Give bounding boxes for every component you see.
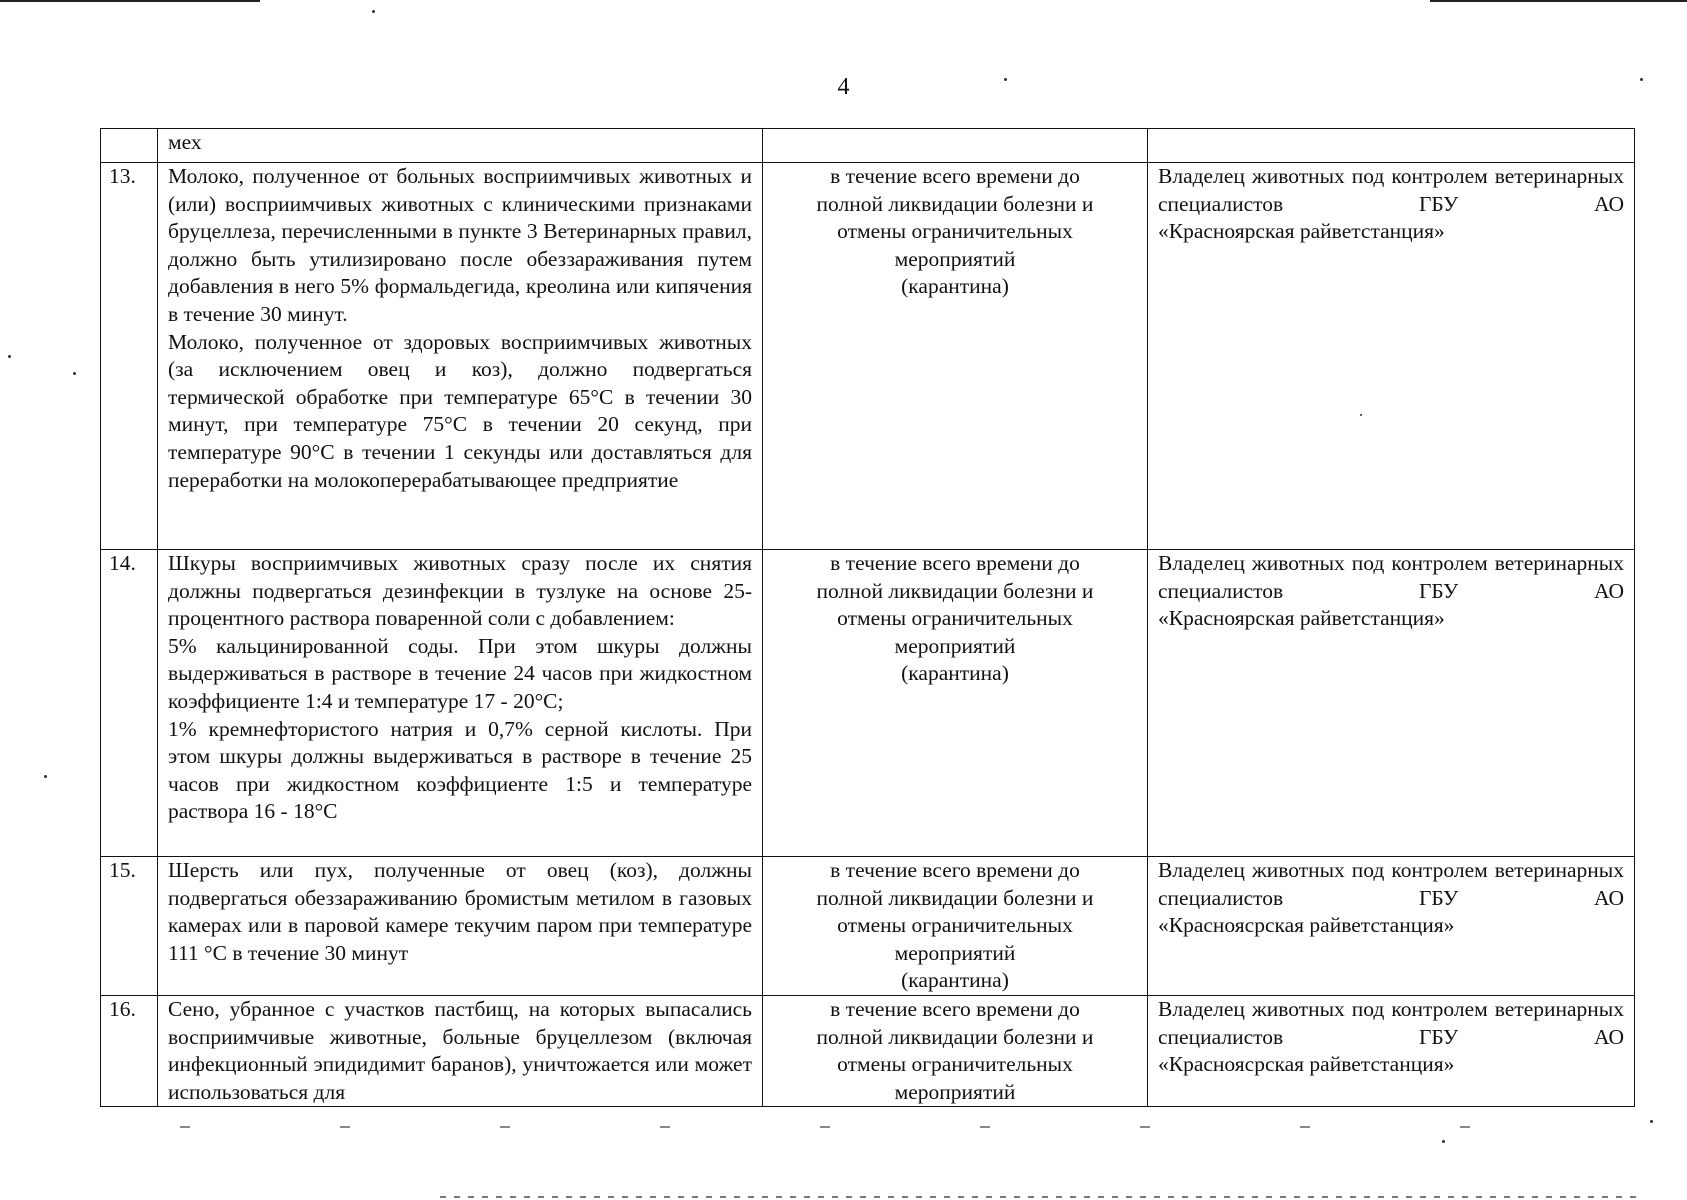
cell-responsible [1148,996,1635,1107]
scan-speck [1004,78,1007,81]
term-line: мероприятий [894,246,1016,271]
scan-speck [1650,1120,1653,1123]
cell-measure [158,550,763,857]
term-line: в течение всего времени до [830,551,1080,575]
term-line: полной ликвидации болезни и [816,1024,1094,1049]
cell-term [763,129,1148,163]
row-number: 13. [101,163,158,550]
page-number: 4 [837,74,850,100]
scan-speck [8,355,11,358]
term-line: (карантина) [901,968,1009,993]
measure-paragraph: Шкуры восприимчивых животных сразу после их снятия должны подвергаться дезинфекции в тузлуке на основе 25-процентного раствора поваренной соли с добавлением: [168,551,752,631]
measure-paragraph: Молоко, полученное от здоровых восприимчивых животных (за исключением овец и коз), должно подвергаться термической обработке при температуре 65°С в течении 30 минут, при температуре 75°С в течении 20 секунд, при температуре 90°С в течении 1 секунды или доставляться для переработки на молокоперерабатывающее предприятие [168,329,752,492]
table-row [101,163,1635,550]
term-line: полной ликвидации болезни и [816,578,1094,603]
responsible-org: «Красноярская райветстанция» [1158,606,1445,631]
cell-term [763,550,1148,857]
cell-responsible [1148,550,1635,857]
cell-num [101,129,158,163]
row-number: 14. [101,550,158,857]
term-line: отмены ограничительных [837,219,1073,244]
term-line: полной ликвидации болезни и [816,191,1094,216]
cell-term [763,163,1148,550]
cell-term [763,857,1148,996]
row-number: 15. [101,857,158,996]
scan-speck [1442,1140,1445,1143]
term-line: (карантина) [901,661,1009,686]
term-line: отмены ограничительных [837,1052,1073,1077]
term-line: в течение всего времени до [830,997,1080,1021]
measure-paragraph: Шерсть или пух, полученные от овец (коз), должны подвергаться обеззараживанию бромистым метилом в газовых камерах или в паровой камере текучим паром при температуре 111 °С в течение 30 минут [168,858,752,965]
term-line: в течение всего времени до [830,164,1080,188]
measure-text: мех [168,130,202,154]
term-line: мероприятий [894,1079,1016,1104]
cell-measure [158,129,763,163]
measure-paragraph: Молоко, полученное от больных восприимчивых животных и (или) восприимчивых животных с клиническими признаками бруцеллеза, перечисленными в пункте 3 Ветеринарных правил, должно быть утилизировано после обеззараживания путем добавления в него 5% формальдегида, креолина или кипячения в течение 30 минут. [168,164,752,326]
cell-responsible [1148,857,1635,996]
scan-edge-top-left [0,0,260,2]
term-line: полной ликвидации болезни и [816,885,1094,910]
responsible-text: Владелец животных под контролем ветеринарных специалистов ГБУ АО [1158,997,1624,1049]
scan-dashes-bottom [440,1196,1640,1198]
table-row [101,996,1635,1107]
measure-paragraph: 1% кремнефтористого натрия и 0,7% серной кислоты. При этом шкуры должны выдерживаться в растворе в течение 25 часов при жидкостном коэффициенте 1:5 и температуре раствора 16 - 18°С [168,716,752,824]
responsible-text: Владелец животных под контролем ветеринарных специалистов ГБУ АО [1158,551,1624,603]
scan-speck [73,372,76,375]
cell-measure [158,996,763,1107]
cell-term [763,996,1148,1107]
cell-measure [158,163,763,550]
measure-paragraph: Сено, убранное с участков пастбищ, на которых выпасались восприимчивые животные, больные бруцеллезом (включая инфекционный эпидидимит баранов), уничтожается или может использоваться для [168,997,752,1104]
term-line: (карантина) [901,274,1009,299]
term-line: отмены ограничительных [837,606,1073,631]
scan-speck [372,10,375,13]
scan-speck [1640,78,1643,81]
responsible-org: «Красноярская райветстанция» [1158,219,1445,244]
measures-table [100,128,1635,1107]
responsible-text: Владелец животных под контролем ветеринарных специалистов ГБУ АО [1158,858,1624,910]
table-row-continuation [101,129,1635,163]
scan-edge-top-right [1430,0,1687,2]
term-line: мероприятий [894,940,1016,965]
responsible-org: «Красноясрская райветстанция» [1158,1052,1455,1077]
scan-dashes-mid [180,1126,1600,1128]
responsible-text: Владелец животных под контролем ветеринарных специалистов ГБУ АО [1158,164,1624,216]
cell-measure [158,857,763,996]
responsible-org: «Красноясрская райветстанция» [1158,913,1455,938]
term-line: отмены ограничительных [837,913,1073,938]
term-line: мероприятий [894,633,1016,658]
table-row [101,550,1635,857]
scan-speck [44,775,47,778]
cell-responsible [1148,163,1635,550]
row-number: 16. [101,996,158,1107]
measure-paragraph: 5% кальцинированной соды. При этом шкуры должны выдерживаться в растворе в течение 24 часов при жидкостном коэффициенте 1:4 и температуре 17 - 20°С; [168,633,752,713]
table-row [101,857,1635,996]
scan-speck [1360,414,1362,416]
cell-responsible [1148,129,1635,163]
term-line: в течение всего времени до [830,858,1080,882]
